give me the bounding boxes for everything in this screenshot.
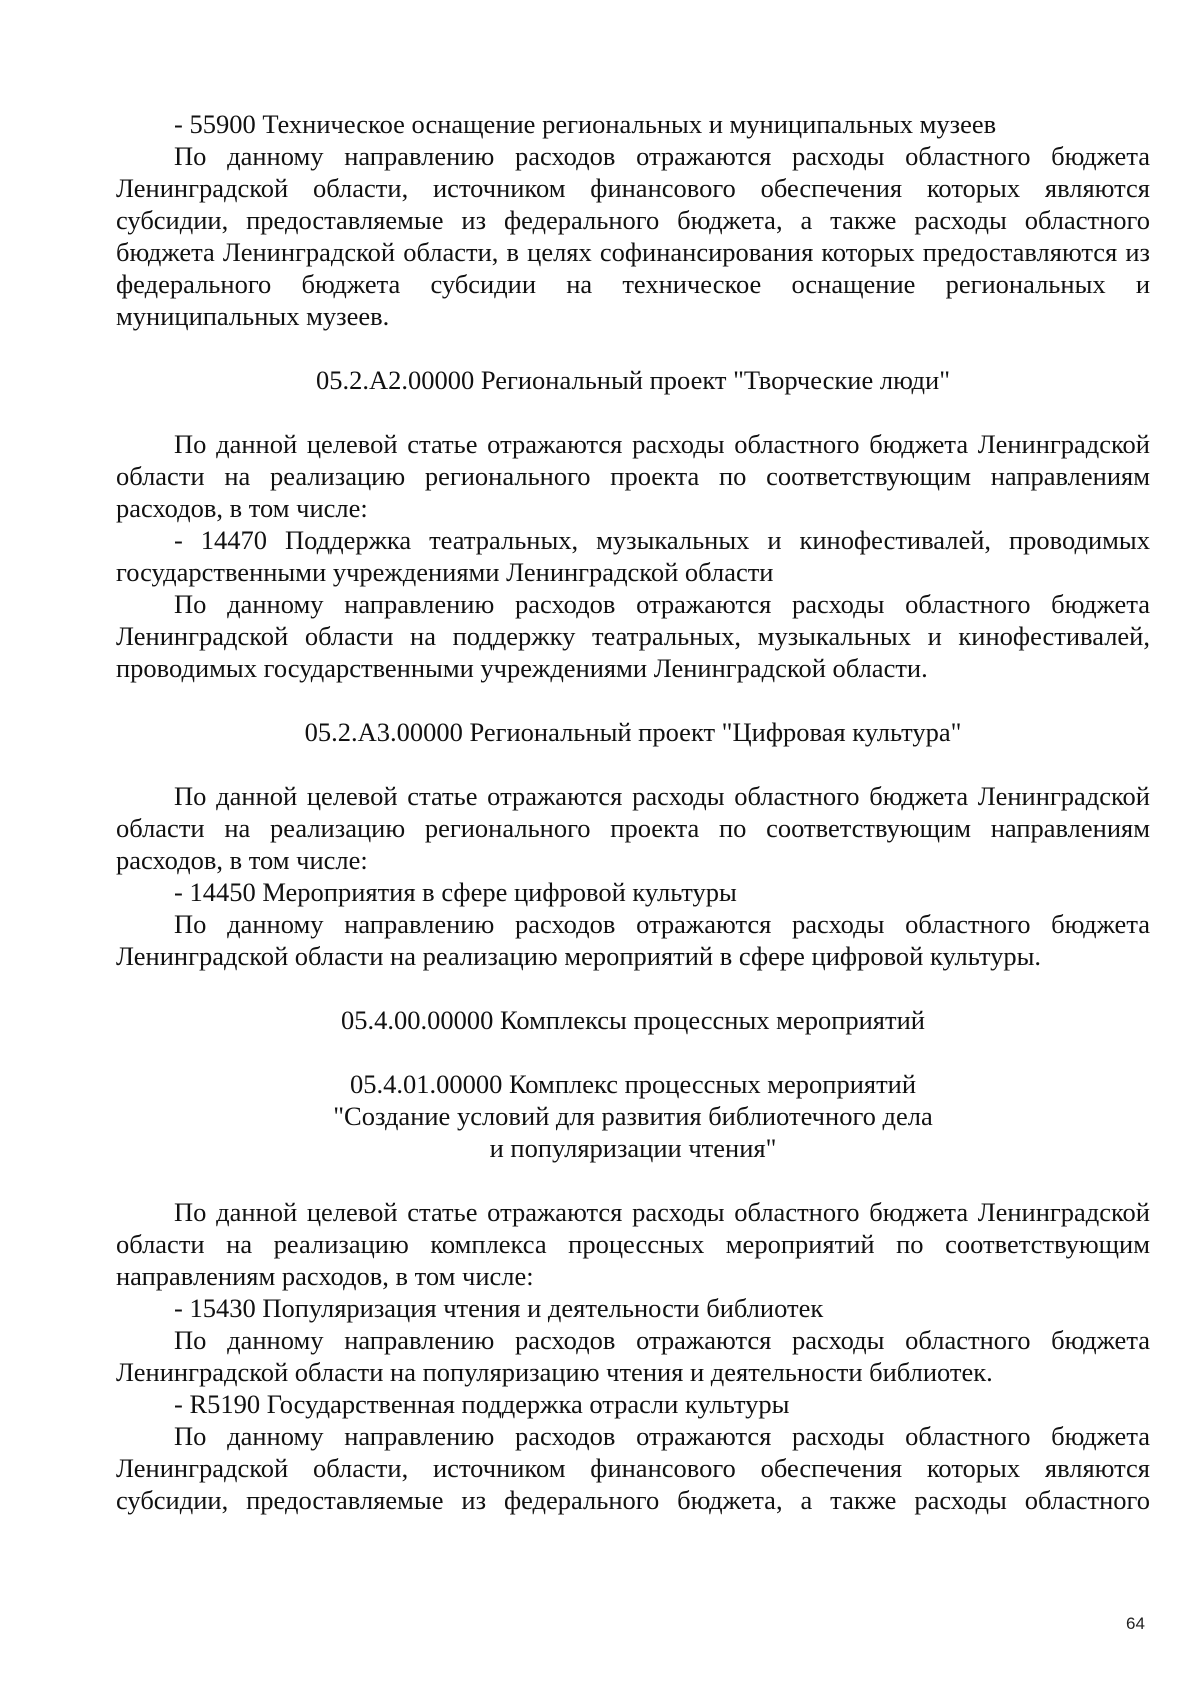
section-heading-05-4: 05.4.00.00000 Комплексы процессных мероприятий xyxy=(341,1005,925,1035)
paragraph-05-4-01-intro: По данной целевой статье отражаются расходы областного бюджета Ленинградской области на реализацию комплекса процессных мероприятий по соответствующим направлениям расходов, в том числе: xyxy=(116,1197,1150,1291)
heading-line: "Создание условий для развития библиотечного дела xyxy=(333,1101,933,1131)
page-number: 64 xyxy=(1126,1614,1145,1633)
section-heading-a3: 05.2.А3.00000 Региональный проект "Цифровая культура" xyxy=(304,717,962,747)
paragraph-a2-intro: По данной целевой статье отражаются расходы областного бюджета Ленинградской области на реализацию регионального проекта по соответствующим направлениям расходов, в том числе: xyxy=(116,429,1150,523)
heading-line: и популяризации чтения" xyxy=(489,1133,777,1163)
paragraph-item-r5190: - R5190 Государственная поддержка отрасли культуры xyxy=(174,1389,790,1419)
paragraph-item-14470: - 14470 Поддержка театральных, музыкальных и кинофестивалей, проводимых государственными учреждениями Ленинградской области xyxy=(116,525,1150,587)
paragraph-14470-description: По данному направлению расходов отражаются расходы областного бюджета Ленинградской области на поддержку театральных, музыкальных и кинофестивалей, проводимых государственными учреждениями Ленинградской области. xyxy=(116,589,1150,683)
paragraph-14450-description: По данному направлению расходов отражаются расходы областного бюджета Ленинградской области на реализацию мероприятий в сфере цифровой культуры. xyxy=(116,909,1150,971)
section-heading-05-4-01 xyxy=(116,1068,1150,1164)
document-page xyxy=(116,108,1150,1516)
paragraph-a3-intro: По данной целевой статье отражаются расходы областного бюджета Ленинградской области на реализацию регионального проекта по соответствующим направлениям расходов, в том числе: xyxy=(116,781,1150,875)
paragraph-r5190-description: По данному направлению расходов отражаются расходы областного бюджета Ленинградской области, источником финансового обеспечения которых являются субсидии, предоставляемые из федерального бюджета, а также расходы областного xyxy=(116,1421,1150,1515)
section-heading-a2: 05.2.А2.00000 Региональный проект "Творческие люди" xyxy=(315,365,951,395)
paragraph-item-15430: - 15430 Популяризация чтения и деятельности библиотек xyxy=(174,1293,824,1323)
paragraph-15430-description: По данному направлению расходов отражаются расходы областного бюджета Ленинградской области на популяризацию чтения и деятельности библиотек. xyxy=(116,1325,1150,1387)
paragraph-item-55900: - 55900 Техническое оснащение региональных и муниципальных музеев xyxy=(174,109,997,139)
heading-line: 05.4.01.00000 Комплекс процессных мероприятий xyxy=(349,1069,917,1099)
paragraph-item-14450: - 14450 Мероприятия в сфере цифровой культуры xyxy=(174,877,737,907)
paragraph-55900-description: По данному направлению расходов отражаются расходы областного бюджета Ленинградской области, источником финансового обеспечения которых являются субсидии, предоставляемые из федерального бюджета, а также расходы областного бюджета Ленинградской области, в целях софинансирования которых предоставляются из федерального бюджета субсидии на техническое оснащение региональных и муниципальных музеев. xyxy=(116,141,1150,331)
